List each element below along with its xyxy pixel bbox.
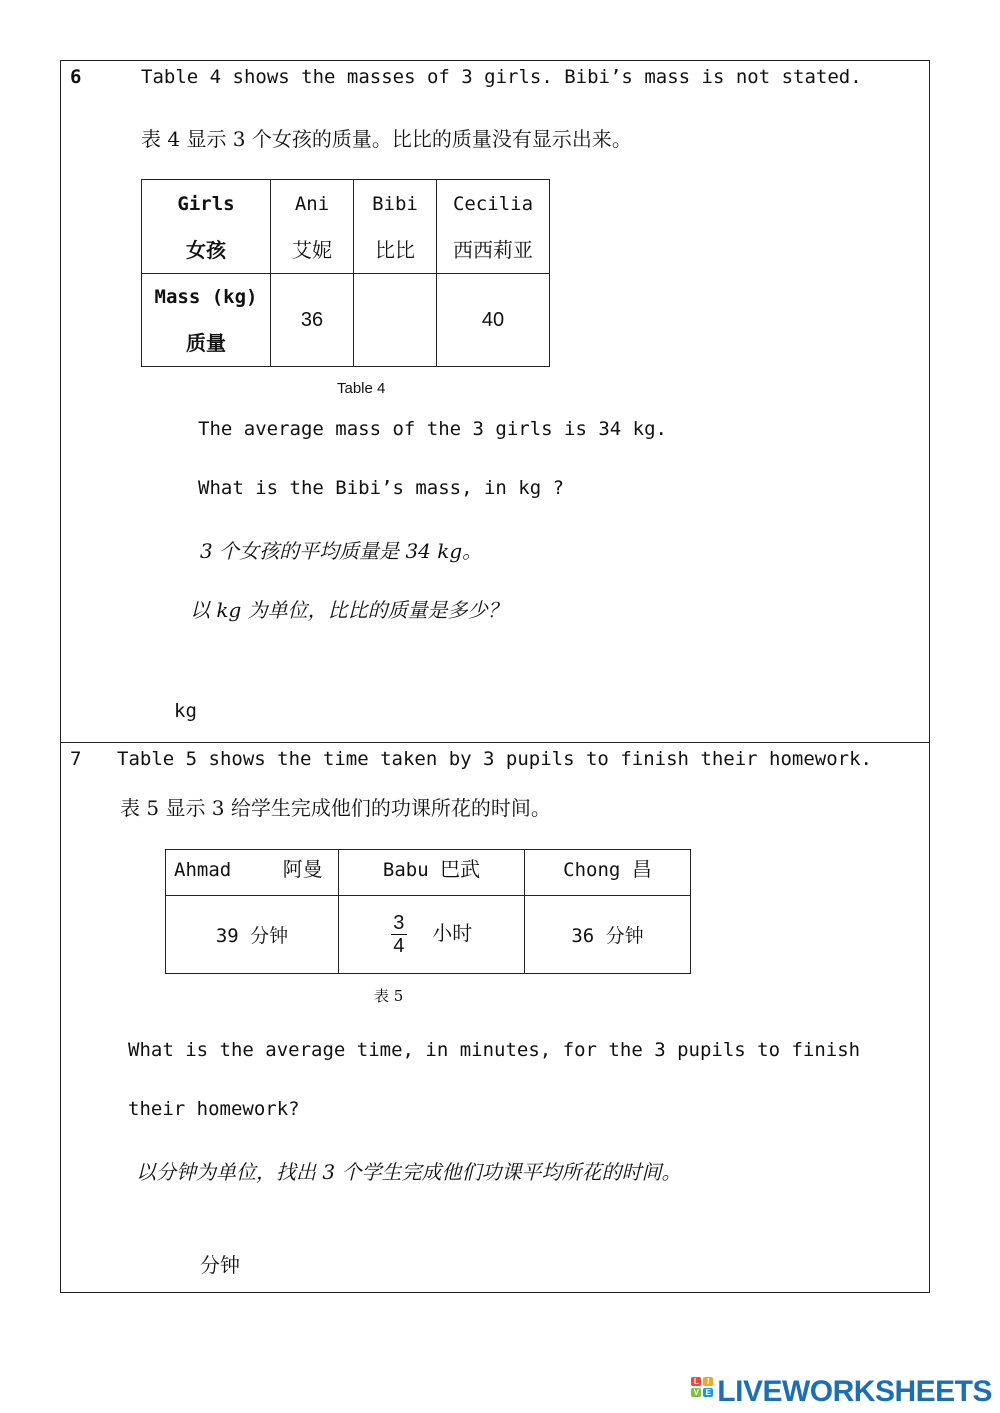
q6-girl-header: [437, 180, 550, 274]
logo-mark-icon: [691, 1377, 713, 1407]
liveworksheets-logo: [691, 1374, 992, 1410]
q7-time-value: 39 分钟: [166, 896, 339, 974]
q7-table-time-row: [166, 896, 691, 974]
q7-pupil-name-en: Chong: [563, 859, 621, 881]
q7-time-unit: 小时: [432, 921, 473, 945]
q6-mass-value-blank: [354, 274, 437, 367]
q6-line1-en: The average mass of the 3 girls is 34 kg.: [198, 418, 667, 440]
logo-mark-letter: V: [691, 1388, 701, 1397]
q6-table-mass-row: [142, 274, 550, 367]
q7-answer-unit: 分钟: [200, 1253, 240, 1277]
logo-text: LIVEWORKSHEETS: [717, 1375, 992, 1408]
q6-line1-zh: 3 个女孩的平均质量是 34 kg。: [200, 539, 483, 563]
q6-table-caption: Table 4: [337, 380, 386, 397]
q6-mass-value: 40: [437, 274, 550, 367]
q7-question-en-line2: their homework?: [128, 1098, 300, 1120]
question-divider: [60, 742, 930, 743]
q7-intro-zh: 表 5 显示 3 给学生完成他们的功课所花的时间。: [120, 796, 551, 820]
q6-number: 6: [70, 66, 82, 88]
q7-pupil-name-en: Ahmad: [174, 859, 232, 881]
q6-girl-name-en: Cecilia: [452, 192, 534, 215]
q6-girl-name-en: Ani: [294, 192, 330, 215]
q6-intro-en: Table 4 shows the masses of 3 girls. Bibi’s mass is not stated.: [141, 66, 862, 88]
q7-pupil-name-zh: 巴武: [440, 857, 481, 881]
q6-mass-value: 36: [271, 274, 354, 367]
logo-mark-letter: L: [691, 1377, 701, 1386]
q6-girl-name-zh: 艾妮: [292, 237, 332, 262]
q6-girl-name-en: Bibi: [372, 192, 418, 215]
logo-mark-letter: I: [703, 1377, 713, 1386]
q6-answer-unit: kg: [174, 700, 197, 722]
q7-fraction-denominator: 4: [393, 935, 405, 957]
q6-girl-name-zh: 比比: [375, 237, 415, 262]
q7-time-value: 36 分钟: [525, 896, 691, 974]
q6-table-header-row: [142, 180, 550, 274]
q7-pupil-header: [339, 850, 525, 896]
q6-mass-table: [141, 179, 550, 367]
q7-fraction-numerator: 3: [393, 912, 405, 934]
q6-row-label-en: Mass (kg): [154, 286, 258, 308]
logo-mark-letter: E: [703, 1388, 713, 1397]
q6-girl-header: [354, 180, 437, 274]
q7-pupil-name-en: Babu: [382, 859, 429, 881]
q7-intro-en: Table 5 shows the time taken by 3 pupils to finish their homework.: [117, 748, 872, 770]
q7-number: 7: [70, 748, 82, 770]
q7-table-caption: 表 5: [374, 987, 404, 1005]
q7-pupil-header: [525, 850, 691, 896]
q6-header-label-en: Girls: [177, 192, 235, 215]
q6-line2-en: What is the Bibi’s mass, in kg ?: [198, 477, 565, 499]
q6-row-label-zh: 质量: [186, 331, 226, 355]
q6-header-label-zh: 女孩: [186, 237, 226, 262]
q7-time-value-fraction: [339, 896, 525, 974]
q7-question-en-line1: What is the average time, in minutes, for the 3 pupils to finish: [128, 1039, 861, 1061]
q6-intro-zh: 表 4 显示 3 个女孩的质量。比比的质量没有显示出来。: [141, 127, 632, 151]
q6-girl-header: [271, 180, 354, 274]
q7-pupil-header: [166, 850, 339, 896]
q7-table-name-row: [166, 850, 691, 896]
q6-row-label: [142, 274, 271, 367]
q6-line2-zh: 以 kg 为单位，比比的质量是多少？: [190, 598, 508, 622]
q7-time-table: [165, 849, 691, 974]
q7-fraction: [391, 912, 407, 957]
q6-girl-name-zh: 西西莉亚: [453, 237, 533, 262]
q7-question-zh: 以分钟为单位，找出 3 个学生完成他们功课平均所花的时间。: [136, 1160, 682, 1184]
q6-header-label: [142, 180, 271, 274]
q7-pupil-name-zh: 昌: [631, 857, 652, 881]
q7-pupil-name-zh: 阿曼: [282, 857, 323, 881]
